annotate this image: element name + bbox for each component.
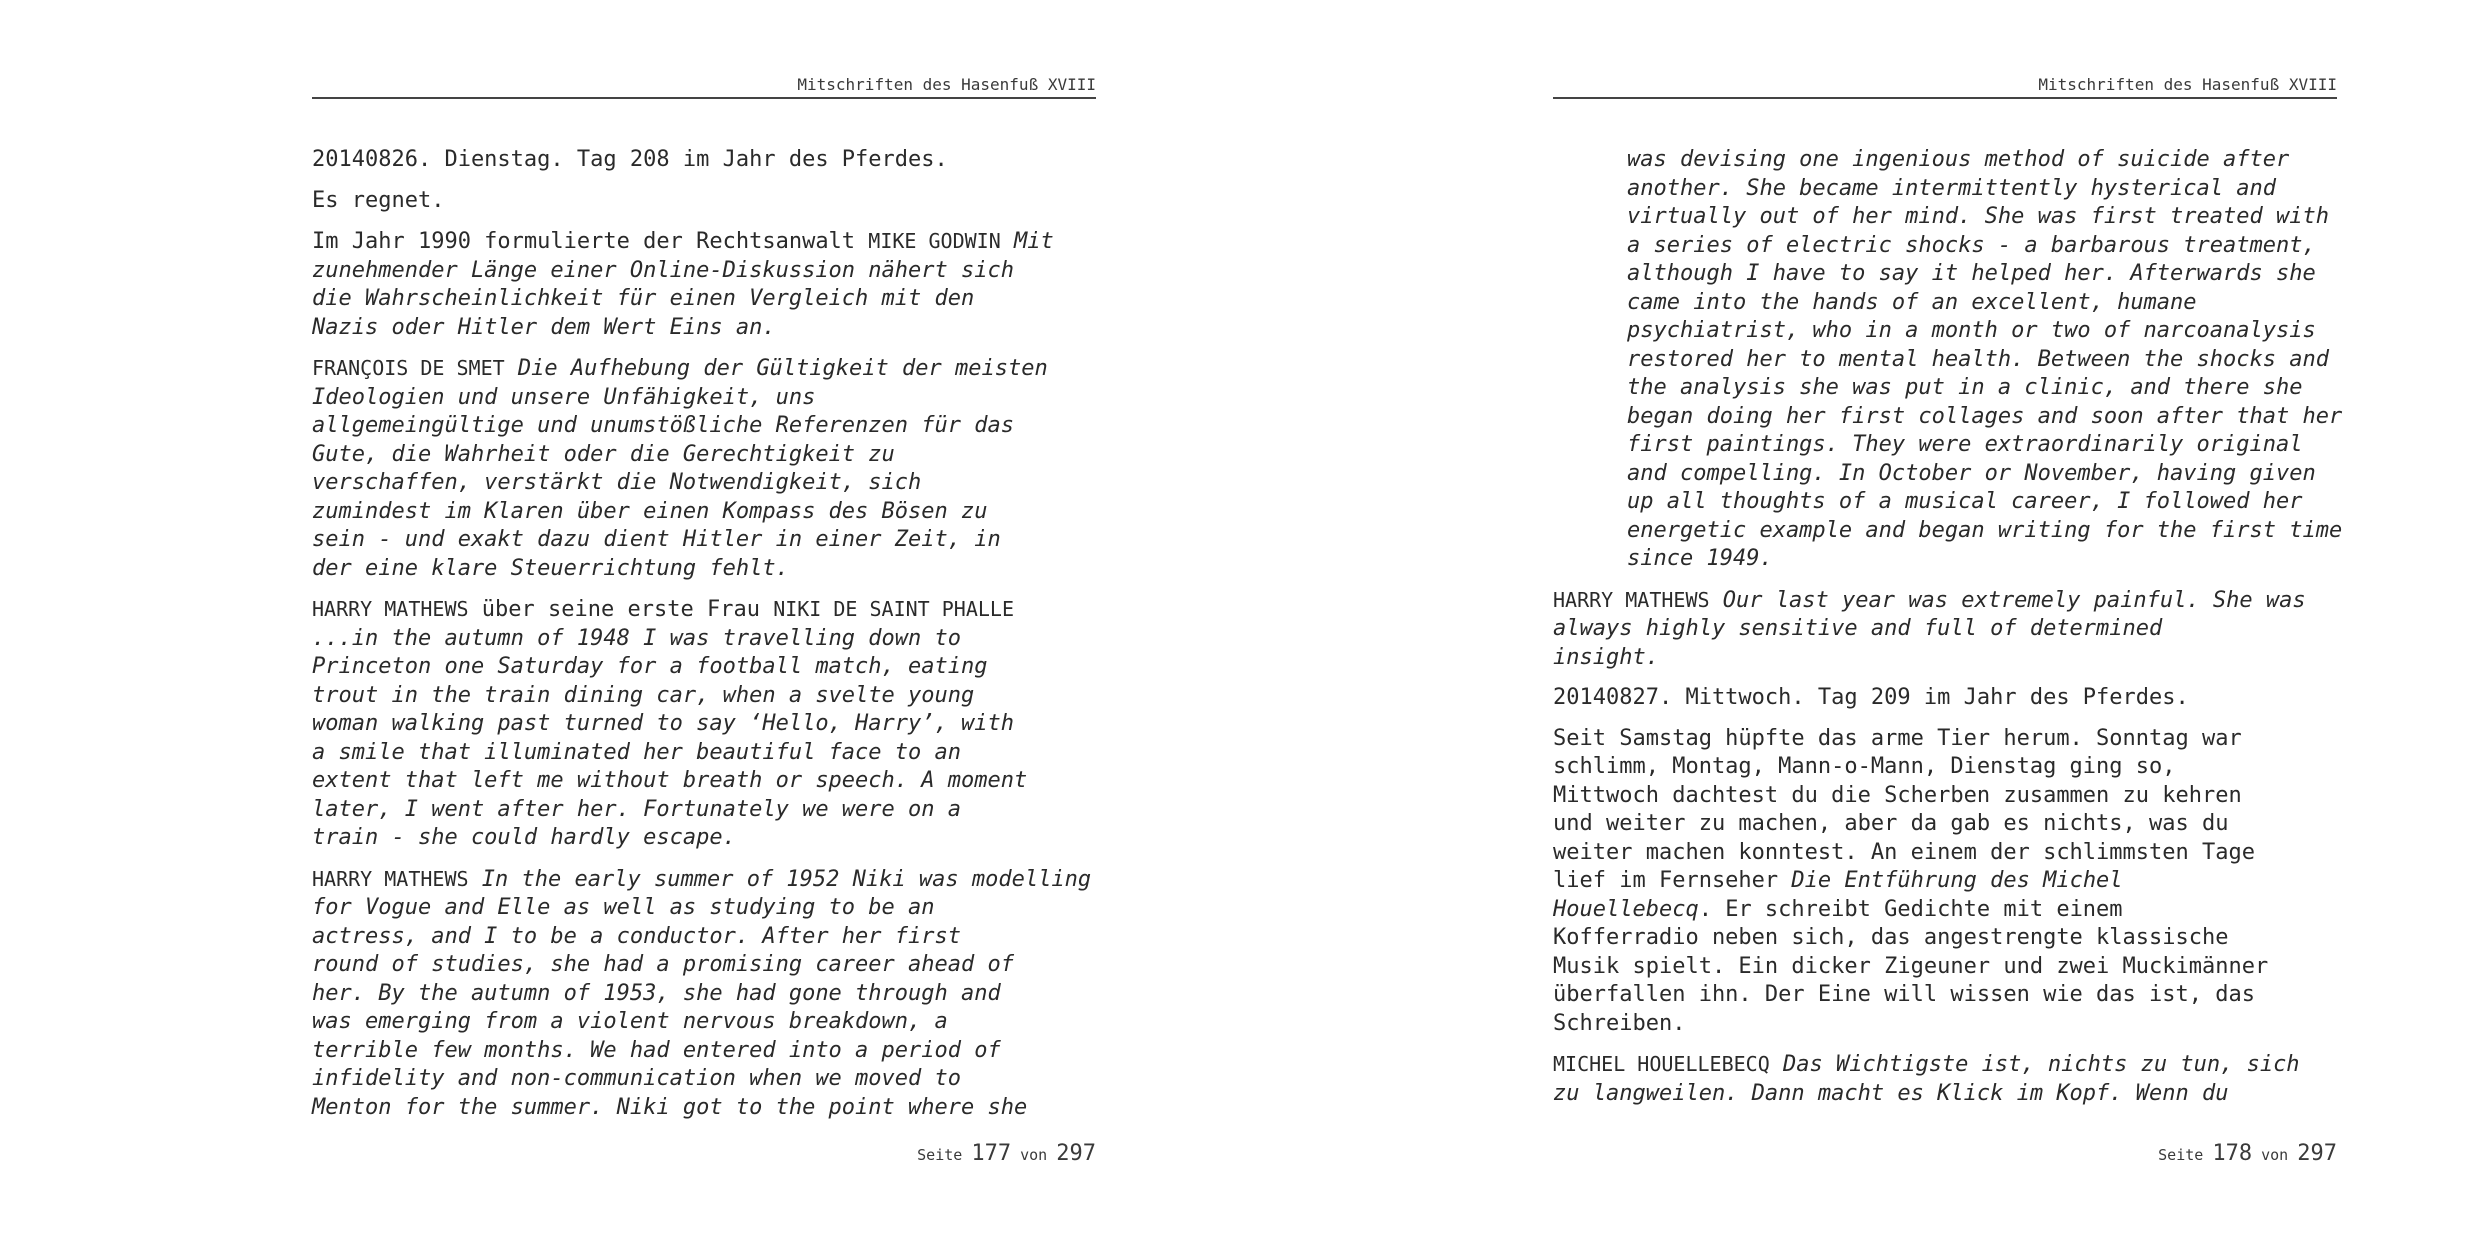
quote-line: In the early summer of 1952 Niki was modelling [468,866,1092,892]
quote-line: train - she could hardly escape. [312,825,736,850]
text-line: und weiter zu machen, aber da gab es nichts, was du [1553,811,2229,836]
quote-line: a smile that illuminated her beautiful face to an [312,739,962,765]
paragraph-mathews-2 [312,865,1112,1123]
quote-line: round of studies, she had a promising career ahead of [312,952,1014,977]
footer-seite: Seite [917,1146,963,1164]
text-line: Musik spielt. Ein dicker Zigeuner und zwei Muckimänner [1553,953,2269,979]
left-page [312,0,1096,1240]
text-line: weiter machen konntest. An einem der schlimmsten Tage [1553,839,2255,865]
page-total: 297 [2297,1141,2337,1166]
author-name: MIKE GODWIN [868,229,1001,253]
quote-line: extent that left me without breath or speech. A moment [312,768,1028,793]
quote-line: Das Wichtigste ist, nichts zu tun, sich [1769,1052,2300,1077]
paragraph-desmet [312,354,1112,583]
author-name: MICHEL HOUELLEBECQ [1553,1052,1770,1076]
quote-line: later, I went after her. Fortunately we were on a [312,796,962,822]
quote-line: sein - und exakt dazu dient Hitler in einer Zeit, in [312,527,1001,552]
quote-line: up all thoughts of a musical career, I followed her [1627,489,2303,514]
quote-line: since 1949. [1627,546,1773,571]
author-name: HARRY MATHEWS [312,866,469,891]
entry-date: 20140827. Mittwoch. Tag 209 im Jahr des Pferdes. [1553,685,2189,710]
paragraph-samstag [1553,725,2353,1039]
text-line: Mittwoch dachtest du die Scherben zusammen zu kehren [1553,782,2242,808]
quote-line: Princeton one Saturday for a football match, eating [312,654,988,679]
quote-line: insight. [1553,644,1659,670]
author-name: HARRY MATHEWS [1553,587,1710,612]
page-footer [1553,1140,2337,1169]
quote-line: Menton for the summer. Niki got to the point where she [312,1094,1028,1120]
quote-line: always highly sensitive and full of determined [1553,616,2163,641]
quote-line: was devising one ingenious method of suicide after [1627,147,2290,172]
intro-text: Im Jahr 1990 formulierte der Rechtsanwalt [312,229,869,254]
page-total: 297 [1056,1141,1096,1166]
paragraph-houellebecq [1553,1050,2353,1108]
text-line: Schreiben. [1553,1010,1686,1036]
quote-line: zu langweilen. Dann macht es Klick im Kopf. Wenn du [1553,1080,2229,1106]
text-fragment: lief im Fernseher [1553,868,1792,893]
quote-line: energetic example and began writing for the first time [1627,517,2343,543]
quote-line: for Vogue and Elle as well as studying to be an [312,895,935,920]
entry-date: 20140826. Dienstag. Tag 208 im Jahr des Pferdes. [312,147,948,172]
quote-line: restored her to mental health. Between the shocks and [1627,346,2329,372]
page-content [312,146,1112,1134]
quote-line: came into the hands of an excellent, humane [1627,289,2197,315]
quote-line: virtually out of her mind. She was first treated with [1627,204,2329,229]
quote-line: trout in the train dining car, when a svelte young [312,682,975,708]
page-content [1553,146,2353,1120]
quote-line: a series of electric shocks - a barbarous treatment, [1627,232,2316,258]
right-page [1553,0,2343,1240]
quote-line: began doing her first collages and soon after that her [1627,403,2343,429]
quote-line: first paintings. They were extraordinarily original [1627,432,2303,457]
paragraph-mathews-3 [1553,586,2353,673]
quote-line: psychiatrist, who in a month or two of narcoanalysis [1627,318,2316,343]
quote-line: zumindest im Klaren über einen Kompass des Bösen zu [312,498,988,524]
weather-note: Es regnet. [312,187,445,213]
footer-von: von [1020,1146,1048,1164]
quote-line: Ideologien und unsere Unfähigkeit, uns [312,384,816,410]
quote-line: der eine klare Steuerrichtung fehlt. [312,555,789,581]
quote-line: her. By the autumn of 1953, she had gone through and [312,980,1001,1006]
quote-line: Die Aufhebung der Gültigkeit der meisten [504,356,1048,381]
paragraph-godwin [312,227,1112,342]
page-number: 177 [971,1141,1012,1166]
quote-line: verschaffen, verstärkt die Notwendigkeit, sich [312,470,922,495]
quote-line: allgemeingültige und unumstößliche Referenzen für das [312,413,1014,438]
text-line: überfallen ihn. Der Eine will wissen wie das ist, das [1553,982,2255,1007]
quote-line: although I have to say it helped her. Afterwards she [1627,261,2316,286]
quote-line: terrible few months. We had entered into a period of [312,1037,1001,1063]
film-title: Houellebecq [1553,896,1699,922]
running-header: Mitschriften des Hasenfuß XVIII [312,73,1096,99]
intro-text: über seine erste Frau [468,597,774,622]
quote-line: Our last year was extremely painful. She was [1709,587,2306,613]
quote-line: Gute, die Wahrheit oder die Gerechtigkeit zu [312,441,895,467]
text-fragment: . Er schreibt Gedichte mit einem [1698,896,2123,922]
running-header: Mitschriften des Hasenfuß XVIII [1553,73,2337,99]
page-number: 178 [2212,1141,2253,1166]
quote-line: die Wahrscheinlichkeit für einen Vergleich mit den [312,286,975,311]
paragraph-mathews-continued [1553,146,2353,574]
quote-line: the analysis she was put in a clinic, and there she [1627,375,2303,400]
subject-name: NIKI DE SAINT PHALLE [773,597,1015,621]
quote-line: ...in the autumn of 1948 I was travelling down to [312,625,962,651]
quote-line: another. She became intermittently hysterical and [1627,175,2277,201]
film-title: Die Entführung des Michel [1791,868,2123,893]
footer-von: von [2261,1146,2289,1164]
quote-line: Mit [1000,229,1054,254]
quote-line: zunehmender Länge einer Online-Diskussion nähert sich [312,257,1014,283]
text-line: Seit Samstag hüpfte das arme Tier herum. Sonntag war [1553,725,2242,751]
quote-line: Nazis oder Hitler dem Wert Eins an. [312,314,776,340]
quote-line: infidelity and non-communication when we moved to [312,1066,962,1091]
author-name: HARRY MATHEWS [312,597,469,621]
text-line: schlimm, Montag, Mann-o-Mann, Dienstag ging so, [1553,754,2176,779]
quote-line: actress, and I to be a conductor. After her first [312,923,962,949]
author-name: FRANÇOIS DE SMET [312,356,505,380]
quote-line: woman walking past turned to say ‘Hello, Harry’, with [312,711,1014,736]
page-footer [312,1140,1096,1169]
text-line: Kofferradio neben sich, das angestrengte klassische [1553,925,2229,950]
quote-line: and compelling. In October or November, having given [1627,460,2316,486]
quote-line: was emerging from a violent nervous breakdown, a [312,1009,948,1034]
footer-seite: Seite [2158,1146,2204,1164]
paragraph-mathews-1 [312,595,1112,853]
